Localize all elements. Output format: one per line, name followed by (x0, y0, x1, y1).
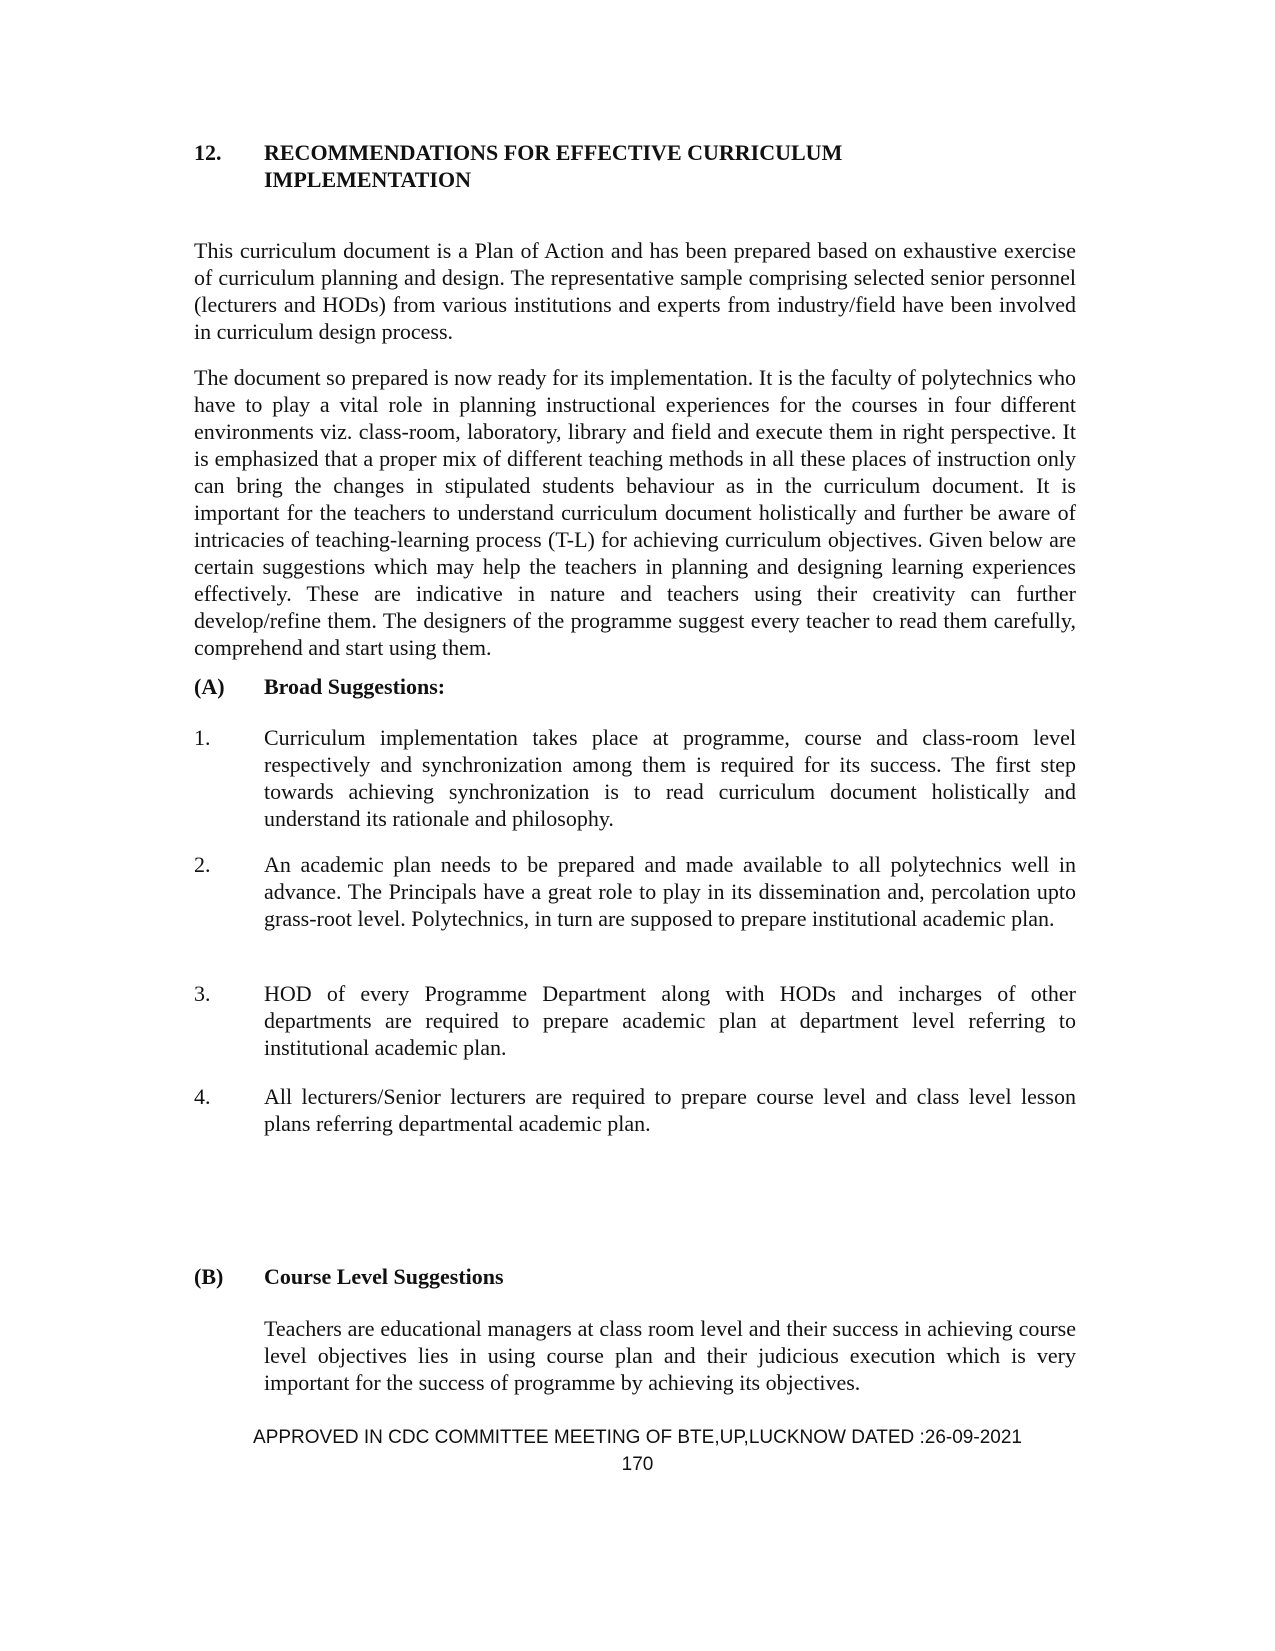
list-item-number: 2. (194, 852, 211, 877)
list-item-text: All lecturers/Senior lecturers are required to prepare course level and class level lesson plans referring departmental academic plan. (264, 1084, 1076, 1136)
section-b-paragraph: Teachers are educational managers at class room level and their success in achieving course level objectives lies in using course plan and their judicious execution which is very important for the success of programme by achieving its objectives. (264, 1316, 1076, 1395)
intro-paragraph-1: This curriculum document is a Plan of Action and has been prepared based on exhaustive exercise of curriculum planning and design. The representative sample comprising selected senior personnel (lecturers and HODs) from various institutions and experts from industry/field have been involved in curriculum design process. (194, 238, 1076, 344)
section-a-title: Broad Suggestions: (264, 674, 446, 699)
intro-paragraph-2: The document so prepared is now ready for its implementation. It is the faculty of polytechnics who have to play a vital role in planning instructional experiences for the courses in four different environments viz. class-room, laboratory, library and field and execute them in right perspective. It is emphasized that a proper mix of different teaching methods in all these places of instruction only can bring the changes in stipulated students behaviour as in the curriculum document. It is important for the teachers to understand curriculum document holistically and further be aware of intricacies of teaching-learning process (T-L) for achieving curriculum objectives. Given below are certain suggestions which may help the teachers in planning and designing learning experiences effectively. These are indicative in nature and teachers using their creativity can further develop/refine them. The designers of the programme suggest every teacher to read them carefully, comprehend and start using them. (194, 365, 1076, 660)
section-a-label: (A) (194, 674, 225, 699)
section-b-title: Course Level Suggestions (264, 1264, 504, 1289)
section-title: RECOMMENDATIONS FOR EFFECTIVE CURRICULUM IMPLEMENTATION (264, 140, 843, 192)
list-item-text: An academic plan needs to be prepared and made available to all polytechnics well in advance. The Principals have a great role to play in its dissemination and, percolation upto grass-root level. Polytechnics, in turn are supposed to prepare institutional academic plan. (264, 852, 1076, 931)
list-item-number: 3. (194, 981, 211, 1006)
list-item-text: Curriculum implementation takes place at programme, course and class-room level respectively and synchronization among them is required for its success. The first step towards achieving synchronization is to read curriculum document holistically and understand its rationale and philosophy. (264, 725, 1076, 831)
approval-footer: APPROVED IN CDC COMMITTEE MEETING OF BTE,UP,LUCKNOW DATED :26-09-2021 (253, 1427, 1022, 1448)
list-item-number: 1. (194, 725, 211, 750)
section-number: 12. (194, 140, 222, 165)
section-b-label: (B) (194, 1264, 224, 1289)
page-number: 170 (621, 1454, 654, 1475)
list-item-number: 4. (194, 1084, 211, 1109)
list-item-text: HOD of every Programme Department along with HODs and incharges of other departments are required to prepare academic plan at department level referring to institutional academic plan. (264, 981, 1076, 1060)
